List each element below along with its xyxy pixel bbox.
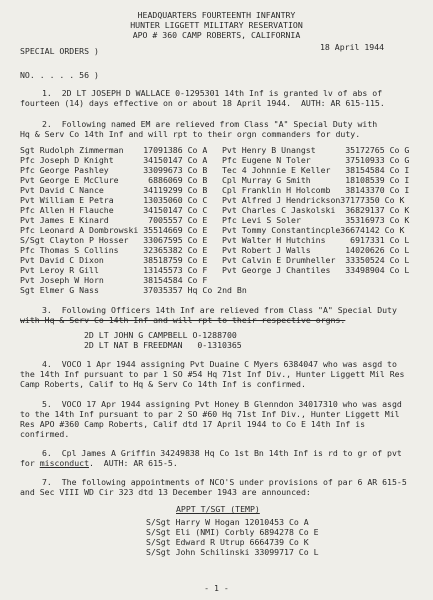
roster-right-entry: Pvt Walter H Hutchins 6917331 Co L: [222, 235, 410, 245]
para5-line-2: to the 14th Inf pursuant to par 2 SO #60 Hq 71st Inf Div., Hunter Liggett Mil: [20, 409, 400, 419]
para6-suffix: . AUTH: AR 615-5.: [89, 458, 178, 468]
para2-line-1: 2. Following named EM are relieved from Class "A" Special Duty with: [42, 119, 378, 129]
special-orders-label: SPECIAL ORDERS ): [20, 46, 99, 56]
para4-line-2: the 14th Inf pursuant to par 1 SO #54 Hq 71st Inf Div., Hunter Liggett Mil Res: [20, 369, 405, 379]
roster-left-entry: Sgt Elmer G Nass 37035357 Hq Co 2nd Bn: [20, 285, 247, 295]
para4-line-3: Camp Roberts, Calif to Hq & Serv Co 14th Inf is confirmed.: [20, 379, 306, 389]
roster-right-entry: Pvt Charles C Jaskolski 36829137 Co K: [222, 205, 410, 215]
roster-left-entry: S/Sgt Clayton P Hosser 33067595 Co E: [20, 235, 208, 245]
header-line-1: HEADQUARTERS FOURTEENTH INFANTRY: [137, 10, 296, 20]
appointment-entry: S/Sgt Harry W Hogan 12010453 Co A: [146, 517, 309, 527]
para3-line-2: with Hq & Serv Co 14th Inf and will rpt to their respective orgns.: [20, 315, 346, 325]
roster-left-entry: Pvt David C Nance 34119299 Co B: [20, 185, 208, 195]
para4-line-1: 4. VOCO 1 Apr 1944 assigning Pvt Duaine C Myers 6384047 who was asgd to: [42, 359, 397, 369]
para6-prefix: for: [20, 458, 40, 468]
para1-line-2: fourteen (14) days effective on or about 18 April 1944. AUTH: AR 615-115.: [20, 98, 385, 108]
para6-line-1: 6. Cpl James A Griffin 34249838 Hq Co 1st Bn 14th Inf is rd to gr of pvt: [42, 448, 402, 458]
roster-left-entry: Pvt David C Dixon 38518759 Co E: [20, 255, 208, 265]
roster-right-entry: Pvt Robert J Walls 14020626 Co L: [222, 245, 410, 255]
appointment-entry: S/Sgt Eli (NMI) Corbly 6894278 Co E: [146, 527, 319, 537]
order-number: NO. . . . . 56 ): [20, 70, 99, 80]
misconduct-underlined: misconduct: [39, 458, 90, 468]
roster-left-entry: Pvt William E Petra 13035060 Co C: [20, 195, 208, 205]
officer-entry: 2D LT JOHN G CAMPBELL O-1288700: [84, 330, 237, 340]
header-line-2: HUNTER LIGGETT MILITARY RESERVATION: [130, 20, 303, 30]
appointment-entry: S/Sgt Edward R Utrup 6664739 Co K: [146, 537, 309, 547]
para5-line-1: 5. VOCO 17 Apr 1944 assigning Pvt Honey B Glenndon 34017310 who was asgd: [42, 399, 402, 409]
roster-right-entry: Pfc Levi S Soler 35316973 Co K: [222, 215, 410, 225]
roster-right-entry: Pvt Henry B Unangst 35172765 Co G: [222, 145, 410, 155]
roster-right-entry: Cpl Murray G Smith 18108539 Co I: [222, 175, 410, 185]
para5-line-4: confirmed.: [20, 429, 70, 439]
order-date: 18 April 1944: [320, 42, 385, 52]
officer-entry: 2D LT NAT B FREEDMAN 0-1310365: [84, 340, 242, 350]
roster-right-entry: Pvt Alfred J Hendrickson37177350 Co K: [222, 195, 405, 205]
roster-left-entry: Sgt Rudolph Zimmerman 17091386 Co A: [20, 145, 208, 155]
para2-line-2: Hq & Serv Co 14th Inf and will rpt to their orgn commanders for duty.: [20, 129, 361, 139]
roster-right-entry: Pvt Tommy Constantincple36674142 Co K: [222, 225, 405, 235]
appointment-heading: APPT T/SGT (TEMP): [176, 504, 260, 514]
roster-right-entry: Pvt Calvin E Drumheller 33350524 Co L: [222, 255, 410, 265]
roster-right-entry: Cpl Franklin H Holcomb 38143370 Co I: [222, 185, 410, 195]
roster-left-entry: Pvt Leroy R Gill 13145573 Co F: [20, 265, 208, 275]
roster-left-entry: Pfc Thomas S Collins 32365382 Co E: [20, 245, 208, 255]
para6-line-2: [20, 458, 178, 468]
page-number: - 1 -: [204, 583, 229, 593]
roster-left-entry: Pfc Allen H Flauche 34150147 Co C: [20, 205, 208, 215]
roster-left-entry: Pvt Joseph W Horn 38154584 Co F: [20, 275, 208, 285]
roster-right-entry: Tec 4 Johnnie E Keller 38154584 Co I: [222, 165, 410, 175]
para7-line-2: and Sec VIII WD Cir 323 dtd 13 December 1943 are announced:: [20, 487, 311, 497]
roster-left-entry: Pfc George Pashley 33099673 Co B: [20, 165, 208, 175]
roster-left-entry: Pfc Joseph D Knight 34150147 Co A: [20, 155, 208, 165]
roster-right-entry: Pfc Eugene N Toler 37510933 Co G: [222, 155, 410, 165]
roster-left-entry: Pvt George E McClure 6886069 Co B: [20, 175, 208, 185]
roster-left-entry: Pvt James E Kinard 7005557 Co E: [20, 215, 208, 225]
appointment-entry: S/Sgt John Schilinski 33099717 Co L: [146, 547, 319, 557]
roster-right-entry: Pvt George J Chantiles 33498904 Co L: [222, 265, 410, 275]
header-line-3: APO # 360 CAMP ROBERTS, CALIFORNIA: [132, 30, 301, 40]
roster-left-entry: Pfc Leonard A Dombrowski 35514669 Co E: [20, 225, 208, 235]
para5-line-3: Res APO #360 Camp Roberts, Calif dtd 17 April 1944 to Co E 14th Inf is: [20, 419, 366, 429]
para1-line-1: 1. 2D LT JOSEPH D WALLACE 0-1295301 14th Inf is granted lv of abs of: [42, 88, 383, 98]
para3-line-1: 3. Following Officers 14th Inf are relieved from Class "A" Special Duty: [42, 305, 397, 315]
para7-line-1: 7. The following appointments of NCO'S under provisions of par 6 AR 615-5: [42, 477, 407, 487]
